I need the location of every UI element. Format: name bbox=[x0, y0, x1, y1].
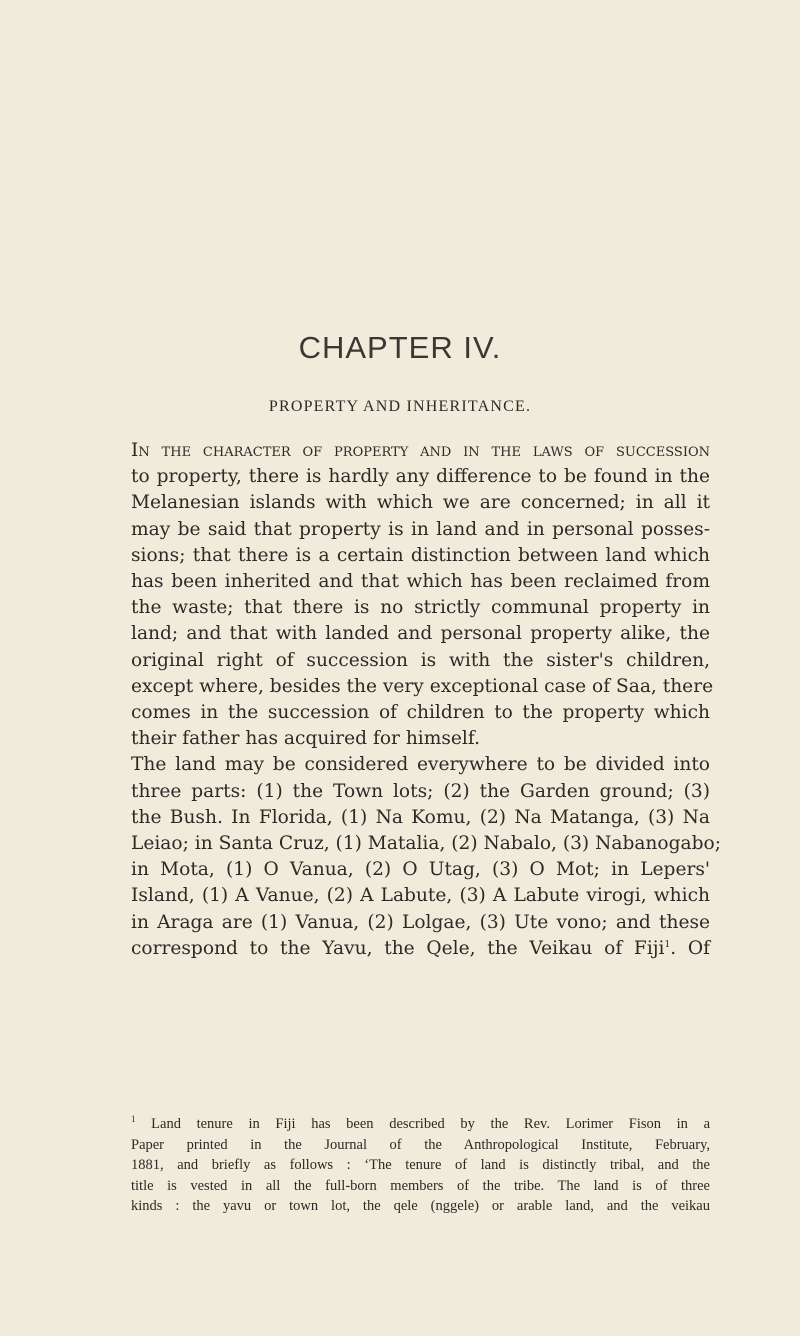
section-title: PROPERTY AND INHERITANCE. bbox=[268, 398, 532, 415]
text-line: the waste; that there is no strictly communal property in bbox=[131, 597, 710, 619]
footnote-line: $^1$ Land tenure in Fiji has been described by the Rev. Lorimer Fison in a bbox=[131, 1114, 711, 1132]
text-line: in Araga are (1) Vanua, (2) Lolgae, (3) Ute vono; and these bbox=[131, 911, 710, 933]
text-line: in Mota, (1) O Vanua, (2) O Utag, (3) O Mot; in Lepers' bbox=[131, 859, 710, 881]
text-line: sions; that there is a certain distinction between land which bbox=[131, 544, 710, 566]
text-line: three parts: (1) the Town lots; (2) the Garden ground; (3) bbox=[131, 780, 710, 802]
footnote-line: 1881, and briefly as follows : ‘The tenure of land is distinctly tribal, and the bbox=[131, 1157, 710, 1174]
text-line: to property, there is hardly any difference to be found in the bbox=[131, 466, 710, 488]
text-line: may be said that property is in land and in personal posses- bbox=[131, 518, 710, 540]
text-line: correspond to the Yavu, the Qele, the Veikau of Fiji$^1$. Of bbox=[131, 937, 710, 959]
footnote-line: title is vested in all the full-born members of the tribe. The land is of three bbox=[131, 1177, 710, 1194]
main-text bbox=[131, 438, 721, 962]
chapter-heading: CHAPTER IV. bbox=[298, 330, 502, 365]
footnote-ref[interactable]: 1 bbox=[664, 939, 671, 950]
text-line: the Bush. In Florida, (1) Na Komu, (2) Na Matanga, (3) Na bbox=[131, 806, 710, 828]
text-line: Island, (1) A Vanue, (2) A Labute, (3) A Labute virogi, which bbox=[131, 885, 710, 907]
text-line: their father has acquired for himself. bbox=[131, 728, 481, 750]
text-line: comes in the succession of children to the property which bbox=[131, 702, 710, 724]
text-line: The land may be considered everywhere to be divided into bbox=[131, 754, 710, 776]
text-line: Melanesian islands with which we are concerned; in all it bbox=[131, 492, 710, 514]
text-line: land; and that with landed and personal property alike, the bbox=[131, 623, 710, 645]
text-line: has been inherited and that which has been reclaimed from bbox=[131, 571, 710, 593]
text-line: original right of succession is with the sister's children, bbox=[131, 649, 710, 671]
text-line: In the character of property and in the laws of succession bbox=[131, 440, 710, 461]
text-line: Leiao; in Santa Cruz, (1) Matalia, (2) Nabalo, (3) Nabanogabo; bbox=[131, 833, 721, 855]
footnote-line: kinds : the yavu or town lot, the qele (nggele) or arable land, and the veikau bbox=[131, 1198, 710, 1215]
footnote-line: Paper printed in the Journal of the Anthropological Institute, February, bbox=[131, 1136, 710, 1153]
text-line: except where, besides the very exceptional case of Saa, there bbox=[131, 675, 714, 697]
footnote bbox=[131, 1114, 710, 1217]
footnote-marker: 1 bbox=[131, 1114, 136, 1125]
